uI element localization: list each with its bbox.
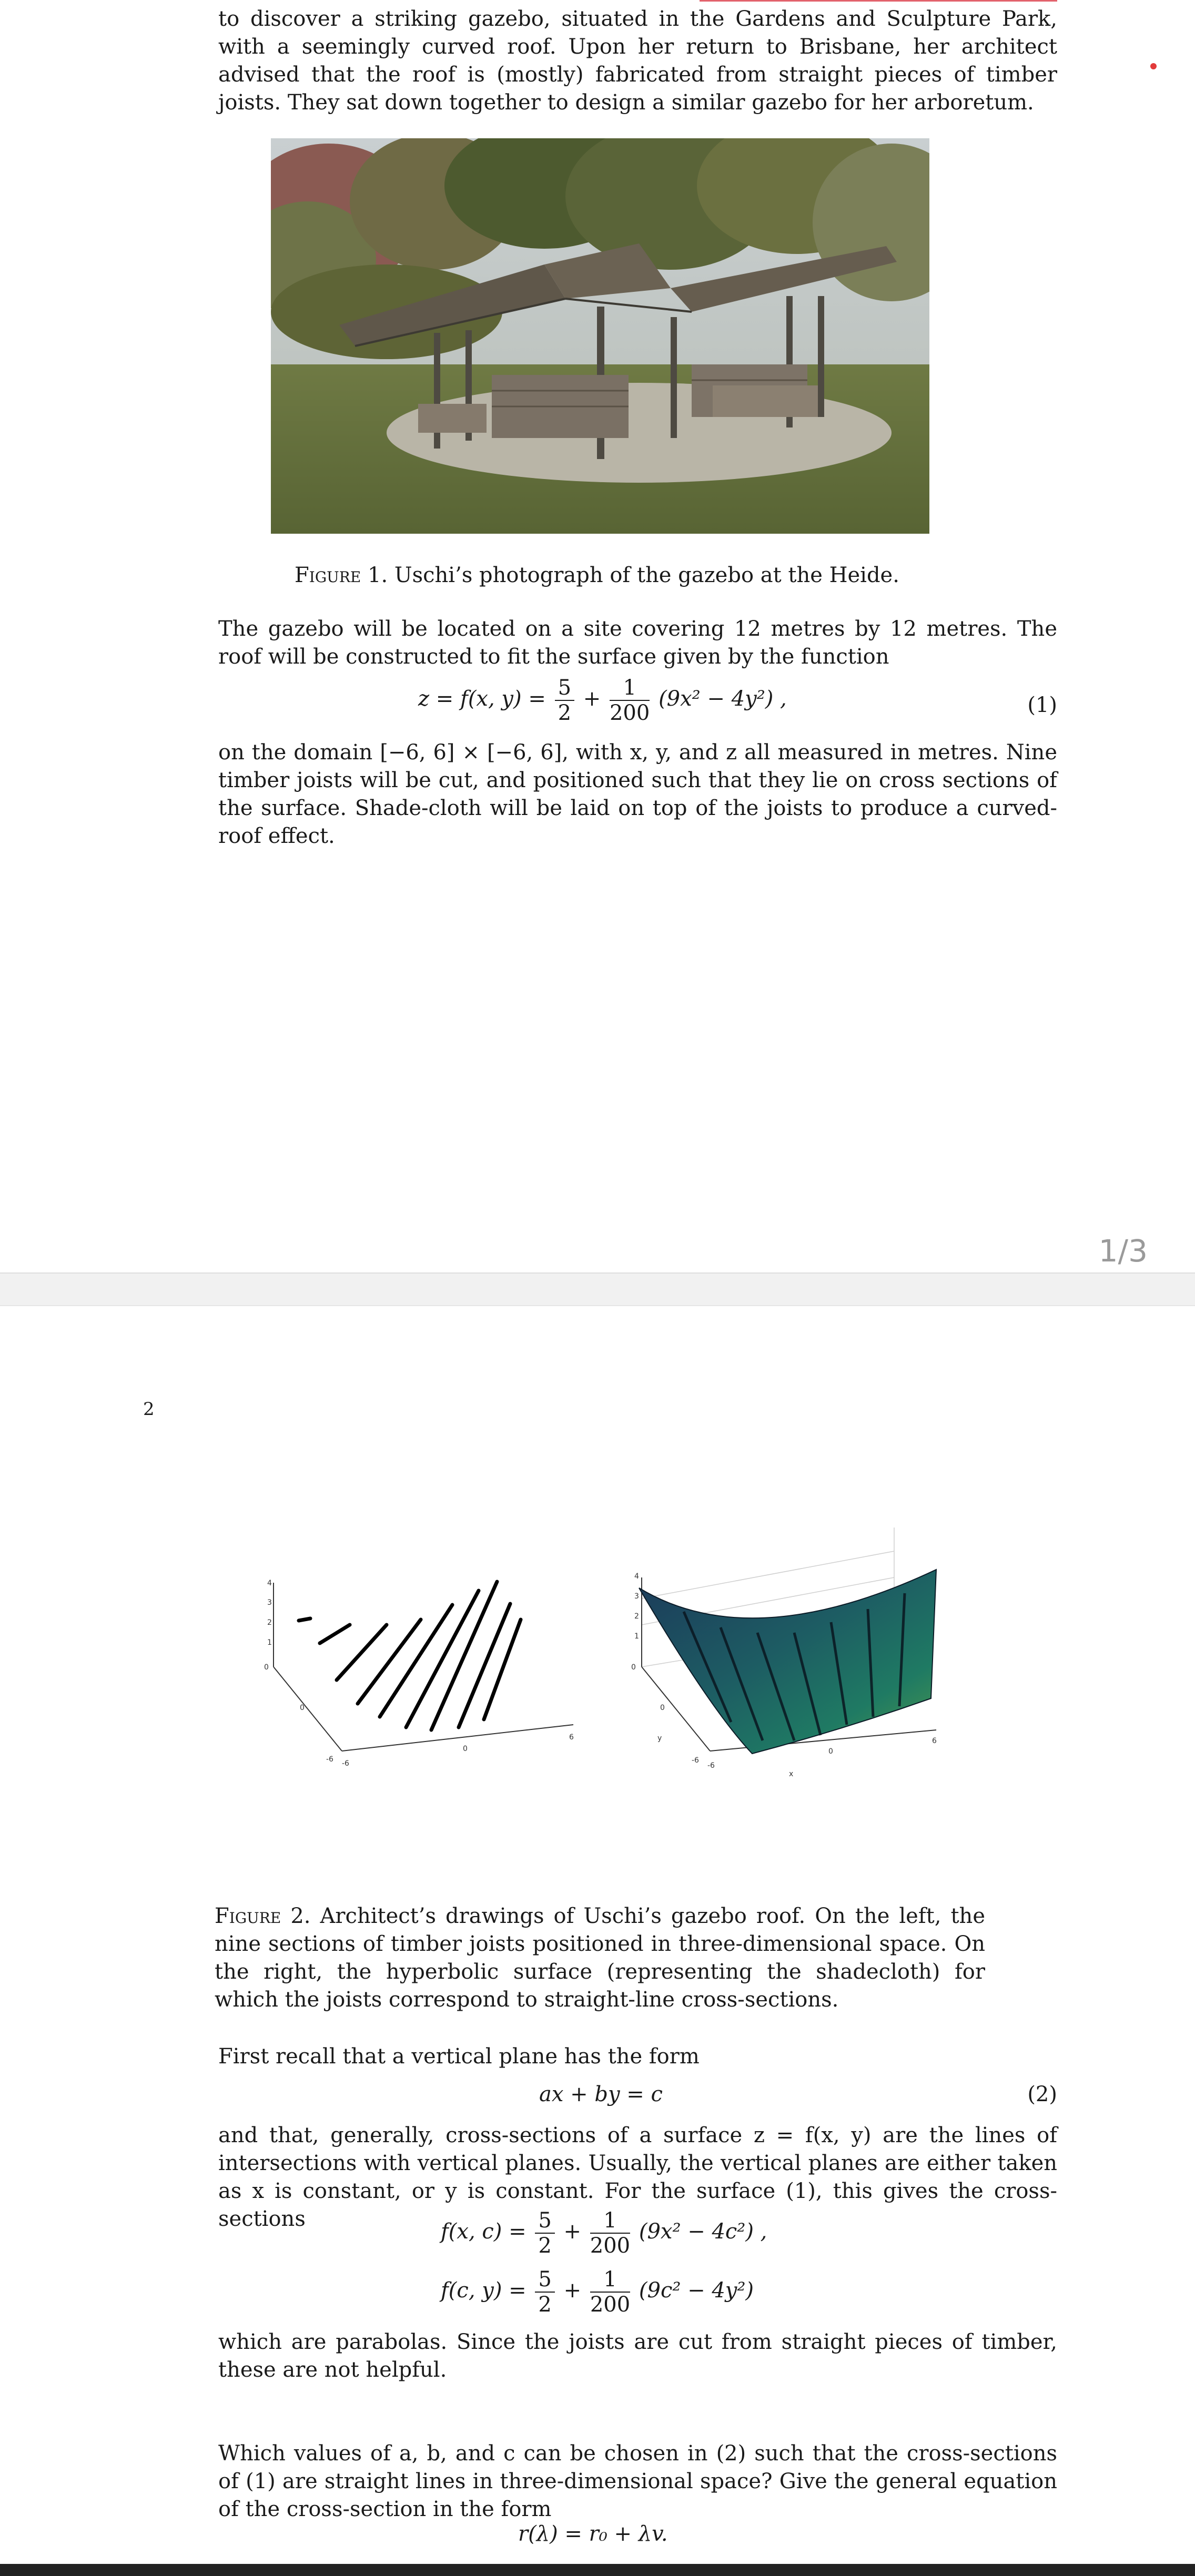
eq1-rhs: (9x² − 4y²) , xyxy=(659,687,787,711)
figure2-caption xyxy=(215,1902,985,2014)
right-z-tick-3: 3 xyxy=(634,1592,639,1601)
eq3a-frac1 xyxy=(535,2208,554,2258)
intro-paragraph xyxy=(218,5,1057,117)
right-x-tick-neg6: -6 xyxy=(707,1762,715,1770)
gazebo-photo xyxy=(271,138,929,534)
parabola-text: which are parabolas. Since the joists are cut from straight pieces of timber, these are not helpful. xyxy=(218,2330,1057,2382)
eq1-frac1-num: 5 xyxy=(555,676,574,701)
eq3a-frac2 xyxy=(590,2208,630,2258)
eq3b-frac2-num: 1 xyxy=(590,2267,630,2293)
recall-paragraph xyxy=(218,2043,1057,2071)
eq3b-frac1-num: 5 xyxy=(535,2267,554,2293)
right-x-tick-6: 6 xyxy=(932,1737,937,1745)
left-z-tick-4: 4 xyxy=(267,1579,272,1587)
left-x-tick-6: 6 xyxy=(569,1733,574,1742)
equation-3b xyxy=(441,2267,754,2317)
right-z-tick-2: 2 xyxy=(634,1612,639,1621)
eq3b-rhs: (9c² − 4y²) xyxy=(639,2278,754,2303)
right-z-tick-1: 1 xyxy=(634,1632,639,1641)
eq1-frac1 xyxy=(555,676,574,725)
eq3a-lhs: f(x, c) = xyxy=(441,2219,526,2244)
eq3b-frac1 xyxy=(535,2267,554,2317)
eq3a-frac1-den: 2 xyxy=(538,2234,552,2258)
right-x-tick-0: 0 xyxy=(828,1747,833,1756)
bottom-toolbar-edge xyxy=(0,2564,1195,2576)
equation-4: r(λ) = r₀ + λv. xyxy=(518,2522,668,2546)
right-y-tick-neg6: -6 xyxy=(692,1756,699,1765)
eq1-lhs: z = f(x, y) = xyxy=(418,687,546,711)
page-separator xyxy=(0,1272,1195,1306)
figure1-caption xyxy=(295,562,899,589)
eq1-plus: + xyxy=(583,687,601,711)
domain-text: on the domain [−6, 6] × [−6, 6], with x, y, and z all measured in metres. Nine timber joists will be cut, and positioned such that they lie on cross sections of the surface. Shade-cloth will be laid on top of the joists to produce a curved-roof effect. xyxy=(218,740,1057,848)
eq3b-frac2 xyxy=(590,2267,630,2317)
equation-2: ax + by = c xyxy=(539,2082,663,2106)
page-number: 2 xyxy=(143,1399,155,1420)
eq3a-frac1-num: 5 xyxy=(535,2208,554,2234)
right-z-tick-0: 0 xyxy=(631,1663,636,1672)
left-y-tick-neg6: -6 xyxy=(326,1755,333,1764)
eq3a-frac2-den: 200 xyxy=(590,2234,631,2258)
left-z-tick-1: 1 xyxy=(267,1638,272,1647)
eq3b-lhs: f(c, y) = xyxy=(441,2278,526,2303)
right-x-label: x xyxy=(789,1770,794,1778)
eq3b-frac1-den: 2 xyxy=(538,2293,552,2317)
highlight-line xyxy=(700,0,1057,2)
eq3b-plus: + xyxy=(563,2278,582,2303)
figure1-text: Uschi’s photograph of the gazebo at the Heide. xyxy=(394,563,899,587)
eq1-frac2-num: 1 xyxy=(610,676,650,701)
eq3a-plus: + xyxy=(563,2219,582,2244)
figure2-text: Architect’s drawings of Uschi’s gazebo roof. On the left, the nine sections of timber joists positioned in three-dimensional space. On the right, the hyperbolic surface (representing the shadecloth) for which the joists correspond to straight-line cross-sections. xyxy=(215,1904,985,2012)
right-z-tick-4: 4 xyxy=(634,1572,639,1581)
parabola-paragraph xyxy=(218,2328,1057,2384)
eq3a-rhs: (9x² − 4c²) , xyxy=(639,2219,767,2244)
left-x-tick-neg6: -6 xyxy=(342,1759,349,1768)
equation-1 xyxy=(418,676,787,725)
question-text: Which values of a, b, and c can be chosen in (2) such that the cross-sections of (1) are straight lines in three-dimensional space? Give the general equation of the cross-section in the form xyxy=(218,2441,1057,2521)
cross-section-text: and that, generally, cross-sections of a surface z = f(x, y) are the lines of intersections with vertical planes. Usually, the vertical planes are either taken as x is constant, or y is constant. For the surface (1), this gives the cross-sections xyxy=(218,2123,1057,2231)
figure1-label: Figure 1. xyxy=(295,563,388,587)
joists-plot xyxy=(258,1546,584,1819)
left-x-tick-0: 0 xyxy=(463,1745,468,1753)
left-z-tick-2: 2 xyxy=(267,1618,272,1627)
recall-text: First recall that a vertical plane has the form xyxy=(218,2044,700,2069)
right-y-label: y xyxy=(657,1734,662,1743)
equation-1-number: (1) xyxy=(1027,693,1057,717)
domain-paragraph xyxy=(218,739,1057,850)
left-z-tick-0: 0 xyxy=(264,1663,269,1672)
equation-2-number: (2) xyxy=(1027,2082,1057,2106)
page-indicator: 1/3 xyxy=(1098,1233,1148,1269)
site-paragraph xyxy=(218,615,1057,671)
intro-text: to discover a striking gazebo, situated in the Gardens and Sculpture Park, with a seemingly curved roof. Upon her return to Brisbane, her architect advised that the roof is (mostly) fabricated from straight pieces of timber joists. They sat down together to design a similar gazebo for her arboretum. xyxy=(218,7,1057,115)
equation-3a xyxy=(441,2208,767,2258)
left-z-tick-3: 3 xyxy=(267,1598,272,1607)
right-y-tick-0: 0 xyxy=(660,1704,665,1712)
eq1-frac1-den: 2 xyxy=(558,701,572,725)
figure2-label: Figure 2. xyxy=(215,1904,311,1928)
left-y-tick-0: 0 xyxy=(300,1704,305,1712)
eq1-frac2 xyxy=(610,676,650,725)
annotation-dot xyxy=(1150,63,1157,69)
eq3b-frac2-den: 200 xyxy=(590,2293,631,2317)
question-paragraph xyxy=(218,2440,1057,2523)
site-text: The gazebo will be located on a site covering 12 metres by 12 metres. The roof will be constructed to fit the surface given by the function xyxy=(218,617,1057,669)
surface-plot xyxy=(621,1520,963,1825)
eq3a-frac2-num: 1 xyxy=(590,2208,630,2234)
eq1-frac2-den: 200 xyxy=(609,701,650,725)
